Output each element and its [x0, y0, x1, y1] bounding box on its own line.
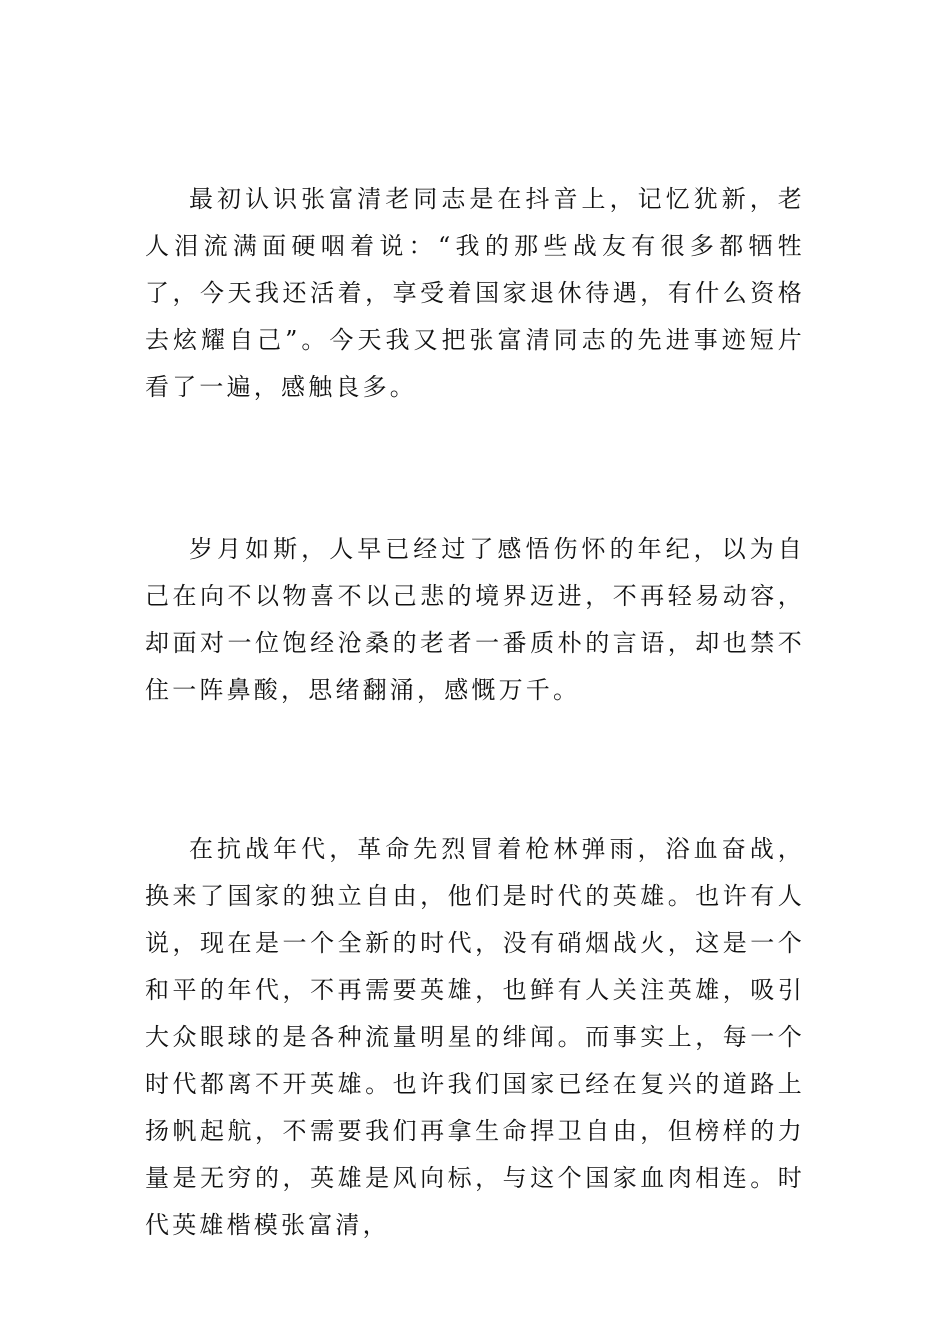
paragraph-1: 最初认识张富清老同志是在抖音上，记忆犹新，老人泪流满面硬咽着说：“我的那些战友有很多都牺牲了，今天我还活着，享受着国家退休待遇，有什么资格去炫耀自己”。今天我又把张富清同志的先进事迹短片看了一遍，感触良多。 — [145, 185, 805, 401]
paragraph-3: 在抗战年代，革命先烈冒着枪林弹雨，浴血奋战，换来了国家的独立自由，他们是时代的英雄。也许有人说，现在是一个全新的时代，没有硝烟战火，这是一个和平的年代，不再需要英雄，也鲜有人关注英雄，吸引大众眼球的是各种流量明星的绯闻。而事实上，每一个时代都离不开英雄。也许我们国家已经在复兴的道路上扬帆起航，不需要我们再拿生命捍卫自由，但榜样的力量是无穷的，英雄是风向标，与这个国家血肉相连。时代英雄楷模张富清， — [145, 835, 805, 1239]
paragraph-2: 岁月如斯，人早已经过了感悟伤怀的年纪，以为自己在向不以物喜不以己悲的境界迈进，不再轻易动容，却面对一位饱经沧桑的老者一番质朴的言语，却也禁不住一阵鼻酸，思绪翻涌，感慨万千。 — [145, 535, 805, 704]
